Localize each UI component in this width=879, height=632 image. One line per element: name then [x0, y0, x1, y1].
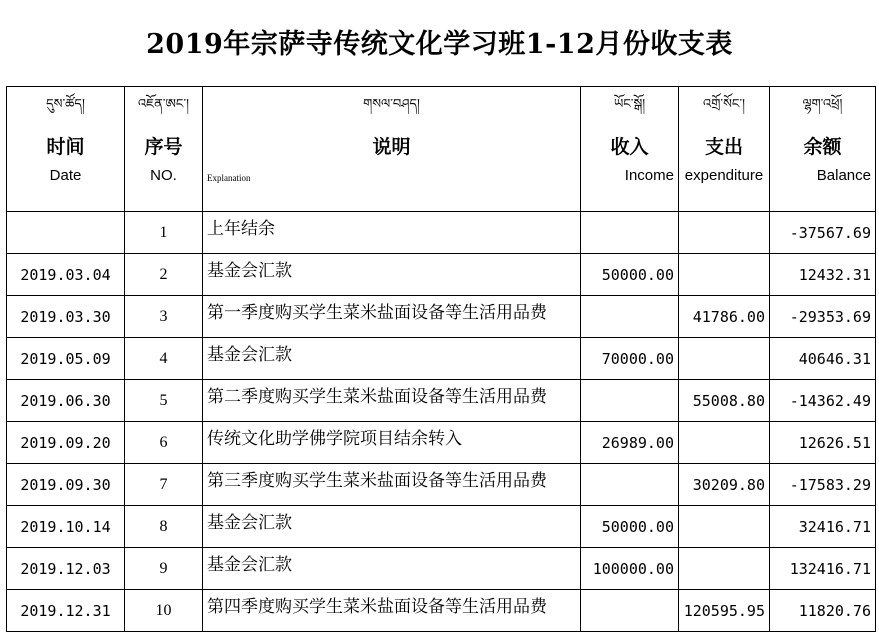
cell-no: 10 [125, 590, 203, 632]
cell-no: 8 [125, 506, 203, 548]
header-row-chinese [7, 127, 876, 163]
header-tibetan-explanation: གསལ་བཤད། [203, 87, 581, 128]
table-row [7, 254, 876, 296]
cell-expenditure: 55008.80 [679, 380, 770, 422]
cell-no: 3 [125, 296, 203, 338]
cell-balance: -14362.49 [770, 380, 876, 422]
cell-explanation: 基金会汇款 [203, 548, 581, 590]
cell-balance: 40646.31 [770, 338, 876, 380]
cell-explanation: 基金会汇款 [203, 338, 581, 380]
cell-no: 5 [125, 380, 203, 422]
cell-explanation: 第四季度购买学生菜米盐面设备等生活用品费 [203, 590, 581, 632]
cell-date: 2019.03.30 [7, 296, 125, 338]
cell-balance: 12432.31 [770, 254, 876, 296]
header-english-explanation: Explanation [203, 163, 581, 212]
cell-income [581, 212, 679, 254]
cell-income [581, 464, 679, 506]
table-body [7, 212, 876, 632]
cell-income: 50000.00 [581, 506, 679, 548]
cell-balance: 11820.76 [770, 590, 876, 632]
table-row [7, 590, 876, 632]
income-expense-table [6, 86, 876, 632]
cell-expenditure [679, 212, 770, 254]
header-tibetan-income: ཡོང་སྒོ། [581, 87, 679, 128]
cell-explanation: 第二季度购买学生菜米盐面设备等生活用品费 [203, 380, 581, 422]
header-tibetan-date: དུས་ཚོད། [7, 87, 125, 128]
page-title: 2019年宗萨寺传统文化学习班1-12月份收支表 [146, 29, 733, 60]
cell-income: 26989.00 [581, 422, 679, 464]
table-row [7, 380, 876, 422]
cell-income: 50000.00 [581, 254, 679, 296]
header-english-expenditure: expenditure [679, 163, 770, 212]
cell-no: 1 [125, 212, 203, 254]
cell-explanation: 上年结余 [203, 212, 581, 254]
header-english-balance: Balance [770, 163, 876, 212]
cell-date: 2019.09.30 [7, 464, 125, 506]
cell-explanation: 传统文化助学佛学院项目结余转入 [203, 422, 581, 464]
header-chinese-balance: 余额 [770, 127, 876, 163]
cell-expenditure [679, 548, 770, 590]
cell-no: 6 [125, 422, 203, 464]
cell-explanation: 第三季度购买学生菜米盐面设备等生活用品费 [203, 464, 581, 506]
cell-balance: 132416.71 [770, 548, 876, 590]
cell-balance: 32416.71 [770, 506, 876, 548]
cell-expenditure [679, 422, 770, 464]
header-tibetan-balance: ལྷག་འཕྲོ། [770, 87, 876, 128]
table-row [7, 464, 876, 506]
header-chinese-no: 序号 [125, 127, 203, 163]
cell-no: 9 [125, 548, 203, 590]
cell-income [581, 296, 679, 338]
cell-no: 4 [125, 338, 203, 380]
cell-explanation: 基金会汇款 [203, 506, 581, 548]
cell-balance: -29353.69 [770, 296, 876, 338]
cell-expenditure [679, 506, 770, 548]
cell-balance: -37567.69 [770, 212, 876, 254]
table-row [7, 548, 876, 590]
header-tibetan-no: འཇོན་ཨང་། [125, 87, 203, 128]
table-row [7, 506, 876, 548]
cell-explanation: 第一季度购买学生菜米盐面设备等生活用品费 [203, 296, 581, 338]
cell-date: 2019.12.31 [7, 590, 125, 632]
cell-date: 2019.06.30 [7, 380, 125, 422]
cell-date: 2019.09.20 [7, 422, 125, 464]
cell-date [7, 212, 125, 254]
header-chinese-income: 收入 [581, 127, 679, 163]
cell-income: 100000.00 [581, 548, 679, 590]
table-row [7, 422, 876, 464]
header-chinese-explanation: 说明 [203, 127, 581, 163]
cell-no: 7 [125, 464, 203, 506]
header-english-date: Date [7, 163, 125, 212]
cell-income [581, 590, 679, 632]
cell-expenditure: 41786.00 [679, 296, 770, 338]
cell-expenditure [679, 338, 770, 380]
cell-date: 2019.10.14 [7, 506, 125, 548]
header-chinese-date: 时间 [7, 127, 125, 163]
cell-date: 2019.05.09 [7, 338, 125, 380]
cell-balance: 12626.51 [770, 422, 876, 464]
header-row-tibetan [7, 87, 876, 128]
header-english-income: Income [581, 163, 679, 212]
cell-no: 2 [125, 254, 203, 296]
header-row-english [7, 163, 876, 212]
cell-income: 70000.00 [581, 338, 679, 380]
header-tibetan-expenditure: འགྲོ་སོང་། [679, 87, 770, 128]
table-row [7, 296, 876, 338]
table-row [7, 338, 876, 380]
cell-expenditure: 120595.95 [679, 590, 770, 632]
table-row [7, 212, 876, 254]
cell-income [581, 380, 679, 422]
cell-balance: -17583.29 [770, 464, 876, 506]
header-chinese-expenditure: 支出 [679, 127, 770, 163]
header-english-no: NO. [125, 163, 203, 212]
cell-expenditure: 30209.80 [679, 464, 770, 506]
cell-date: 2019.12.03 [7, 548, 125, 590]
cell-expenditure [679, 254, 770, 296]
cell-explanation: 基金会汇款 [203, 254, 581, 296]
cell-date: 2019.03.04 [7, 254, 125, 296]
